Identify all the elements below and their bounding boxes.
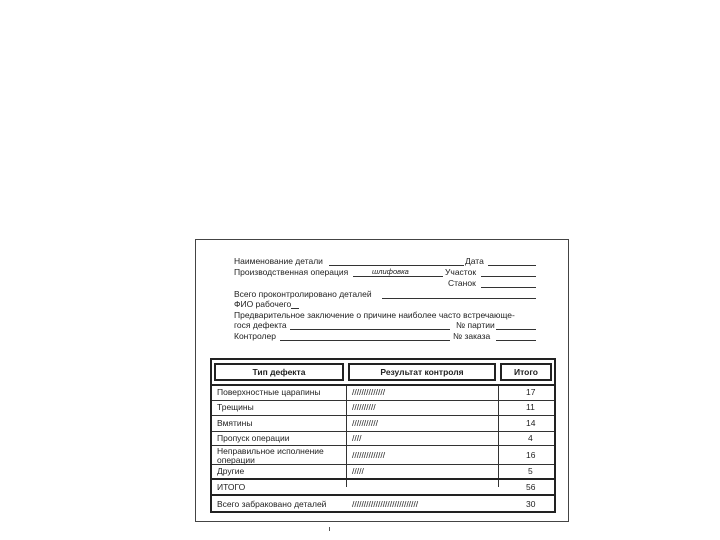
table-row-type: Неправильное исполнение операции (217, 446, 324, 465)
table-row-type: Поверхностные царапины (217, 387, 321, 397)
table-row-tally: ////////////// (352, 387, 386, 397)
worker-name-line (291, 308, 299, 309)
section-label: Участок (445, 267, 477, 277)
worker-name-label: ФИО рабочего (234, 299, 292, 309)
order-label: № заказа (453, 331, 491, 341)
total-checked-label: Всего проконтролировано деталей (234, 289, 372, 299)
header-result: Результат контроля (348, 363, 496, 381)
total-checked-line (382, 298, 536, 299)
part-name-label: Наименование детали (234, 256, 323, 266)
section-line (481, 276, 536, 277)
conclusion-label: Предварительное заключение о причине наиболее часто встречающе- (234, 310, 515, 320)
table-row-tally: ///// (352, 466, 364, 476)
table-row-total: 5 (528, 466, 533, 476)
row-divider (212, 431, 554, 432)
header-defect-type: Тип дефекта (214, 363, 344, 381)
operation-value: шлифовка (372, 267, 409, 276)
conclusion-label-cont: гося дефекта (234, 320, 287, 330)
header-total: Итого (500, 363, 552, 381)
defect-table (210, 358, 556, 513)
row-divider (212, 384, 554, 386)
batch-label: № партии (456, 320, 495, 330)
order-line (496, 340, 536, 341)
table-row-tally: //// (352, 433, 362, 443)
defect-check-sheet (195, 239, 569, 522)
rejected-total: 30 (526, 499, 536, 509)
table-row-total: 17 (526, 387, 536, 397)
table-row-total: 14 (526, 418, 536, 428)
scan-mark (329, 527, 330, 531)
machine-line (481, 287, 536, 288)
table-row-total: 4 (528, 433, 533, 443)
inspector-label: Контролер (234, 331, 276, 341)
row-divider (212, 478, 554, 480)
table-row-tally: /////////// (352, 418, 378, 428)
row-divider (212, 400, 554, 401)
table-row-type: Пропуск операции (217, 433, 290, 443)
operation-label: Производственная операция (234, 267, 349, 277)
table-row-tally: ////////////// (352, 450, 386, 460)
machine-label: Станок (448, 278, 476, 288)
operation-line (353, 276, 443, 277)
table-row-type: Другие (217, 466, 245, 476)
summary-label: ИТОГО (217, 482, 246, 492)
date-line (488, 265, 536, 266)
rejected-label: Всего забраковано деталей (217, 499, 327, 509)
table-row-tally: ////////// (352, 402, 376, 412)
date-label: Дата (465, 256, 484, 266)
table-row-type: Трещины (217, 402, 254, 412)
conclusion-line (290, 329, 450, 330)
summary-total: 56 (526, 482, 536, 492)
row-divider (212, 415, 554, 416)
table-row-type: Вмятины (217, 418, 253, 428)
table-row-total: 16 (526, 450, 536, 460)
table-row-total: 11 (526, 402, 535, 412)
inspector-line (280, 340, 450, 341)
part-name-line (329, 265, 464, 266)
rejected-tally: //////////////////////////// (352, 499, 419, 509)
batch-line (496, 329, 536, 330)
row-divider (212, 494, 554, 496)
